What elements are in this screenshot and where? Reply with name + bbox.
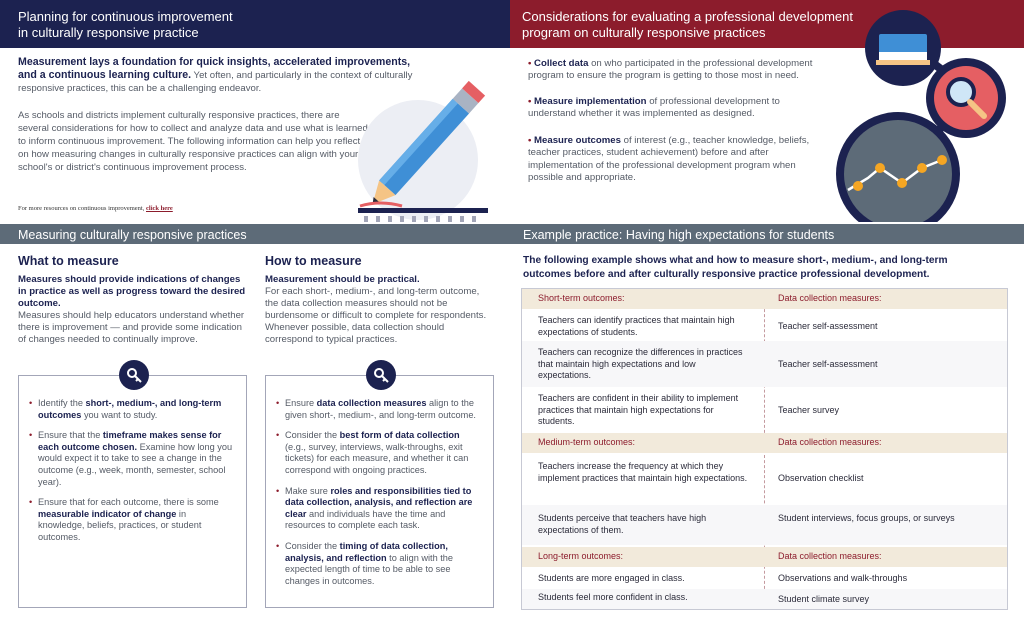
book-icon xyxy=(865,10,941,86)
table-row: Teachers can recognize the differences in practices that maintain high expectations and low expectations. Teacher self-assessment xyxy=(522,341,1007,387)
what-item-2: • Ensure that the timeframe makes sense for each outcome chosen. Examine how long you would expect it to take to see a change in the outcome (e.g., week, month, semester, school year). xyxy=(29,430,234,488)
more-resources-text: For more resources on continuous improvement, xyxy=(18,205,145,212)
evaluation-icons xyxy=(818,8,1024,222)
section-band-example: Example practice: Having high expectations for students xyxy=(510,222,1024,244)
how-item-4: • Consider the timing of data collection, analysis, and reflection to align with the expected length of time to be able to see changes in outcomes. xyxy=(276,541,481,587)
medium-term-header: Medium-term outcomes: xyxy=(538,437,636,447)
how-to-measure-text: For each short-, medium-, and long-term outcome, the data collection measures should not be burdensome or difficult to complete for respondents. Whenever possible, data collection should correspond to typical practices. xyxy=(265,286,487,345)
key-icon xyxy=(366,360,396,390)
what-to-measure-section xyxy=(18,254,248,346)
example-intro: The following example shows what and how to measure short-, medium-, and long-term outcomes before and after culturally responsive practice professional development. xyxy=(523,255,948,280)
left-header xyxy=(0,0,510,48)
how-to-measure-bold: Measurement should be practical. xyxy=(265,274,420,285)
what-to-measure-text: Measures should help educators understand whether there is improvement — and provide some indication of changes needed to continually improve. xyxy=(18,310,245,345)
intro-paragraph: As schools and districts implement culturally responsive practices, there are several considerations for how to collect and analyze data and use what is learned to inform continuous improvement. The following information can help you reflect on how measuring changes in culturally responsive practices can align with your school's or district's continuous improvement process. xyxy=(18,110,368,173)
short-term-header-row xyxy=(522,289,1007,309)
intro-lead-bold-1: Measurement lays a foundation for quick insights, accelerated improvements, xyxy=(18,56,411,68)
right-header-line1: Considerations for evaluating a professional development xyxy=(522,9,853,24)
more-resources xyxy=(18,205,173,212)
how-item-3: • Make sure roles and responsibilities tied to data collection, analysis, and reflection are clear and individuals have the time and resources to complete each task. xyxy=(276,486,481,532)
outcomes-table: Short-term outcomes: Data collection measures: Teachers can identify practices that maintain high expectations of students. Teacher self-assessment Teachers can recognize the differences in practices that maintain high expectations and low expectations. Teacher self-assessment Teachers are confident in their ability to implement practices that maintain high expectations for students. Teacher survey Medium-term outcomes: Data collection measures: Teachers increase the frequency at which they implement practices that maintain high expectations. Observation checklist Students perceive that teachers have high expectations of them. Student interviews, focus groups, or surveys Long-term outcomes: Data collection measures: Students are more engaged in class. Observations and walk-throughs Students feel more confident in class. Student climate survey xyxy=(521,288,1008,610)
how-item-2: • Consider the best form of data collection (e.g., survey, interviews, walk-throughs, exit tickets) for each measure, and whether it can correspond with ongoing practices. xyxy=(276,430,481,476)
consideration-2-text: of professional development to understand whether it was implemented as designed. xyxy=(528,96,780,120)
table-row: Students perceive that teachers have high expectations of them. Student interviews, focus groups, or surveys xyxy=(522,505,1007,545)
consideration-3-bold: Measure outcomes xyxy=(534,135,621,146)
what-to-measure-box xyxy=(18,375,247,608)
intro-lead-rest: Yet often, and particularly in the context of culturally responsive practices, this can be a challenging endeavor. xyxy=(18,70,413,94)
left-header-line2: in culturally responsive practice xyxy=(18,25,199,40)
how-to-measure-title: How to measure xyxy=(265,254,362,268)
intro-lead-bold-2: and a continuous learning culture. xyxy=(18,69,192,81)
right-header-line2: program on culturally responsive practices xyxy=(522,25,766,40)
left-header-line1: Planning for continuous improvement xyxy=(18,9,233,24)
section-band-measuring: Measuring culturally responsive practices xyxy=(0,222,510,244)
consideration-1-bold: Collect data xyxy=(534,58,589,69)
how-to-measure-section xyxy=(265,254,493,346)
what-item-3: • Ensure that for each outcome, there is some measurable indicator of change in knowledge, beliefs, practices, or student outcomes. xyxy=(29,497,234,543)
long-term-header-row: Long-term outcomes: Data collection measures: xyxy=(522,547,1007,567)
consideration-measure-outcomes: • Measure outcomes of interest (e.g., teacher knowledge, beliefs, teacher practices, student achievement) before and after implementation of the professional development program when possible and appropriate. xyxy=(528,135,810,184)
consideration-2-bold: Measure implementation xyxy=(534,96,647,107)
how-item-1: • Ensure data collection measures align to the given short-, medium-, and long-term outcome. xyxy=(276,398,481,421)
pencil-illustration xyxy=(340,80,510,225)
what-to-measure-title: What to measure xyxy=(18,254,119,268)
magnifier-icon xyxy=(926,58,1006,138)
consideration-3-text: of interest (e.g., teacher knowledge, beliefs, teacher practices, student achievement) before and after implementation of the professional development program when possible and appropriate. xyxy=(528,135,810,184)
key-icon xyxy=(119,360,149,390)
what-item-1: • Identify the short-, medium-, and long-term outcomes you want to study. xyxy=(29,398,234,421)
long-term-header: Long-term outcomes: xyxy=(538,551,624,561)
consideration-1-text: on who participated in the professional development program to ensure the program is getting to those most in need. xyxy=(528,58,813,82)
how-to-measure-box xyxy=(265,375,494,608)
consideration-measure-implementation: • Measure implementation of professional development to understand whether it was implemented as designed. xyxy=(528,96,780,120)
medium-term-header-row: Medium-term outcomes: Data collection measures: xyxy=(522,433,1007,453)
measures-header: Data collection measures: xyxy=(778,293,882,303)
click-here-link[interactable]: click here xyxy=(146,205,173,212)
short-term-header: Short-term outcomes: xyxy=(538,293,625,303)
consideration-collect-data: • Collect data on who participated in the professional development program to ensure the program is getting to those most in need. xyxy=(528,58,813,82)
table-row: Students feel more confident in class. Student climate survey xyxy=(522,589,1007,609)
what-to-measure-bold: Measures should provide indications of changes in practice as well as progress toward the desired outcome. xyxy=(18,274,246,309)
